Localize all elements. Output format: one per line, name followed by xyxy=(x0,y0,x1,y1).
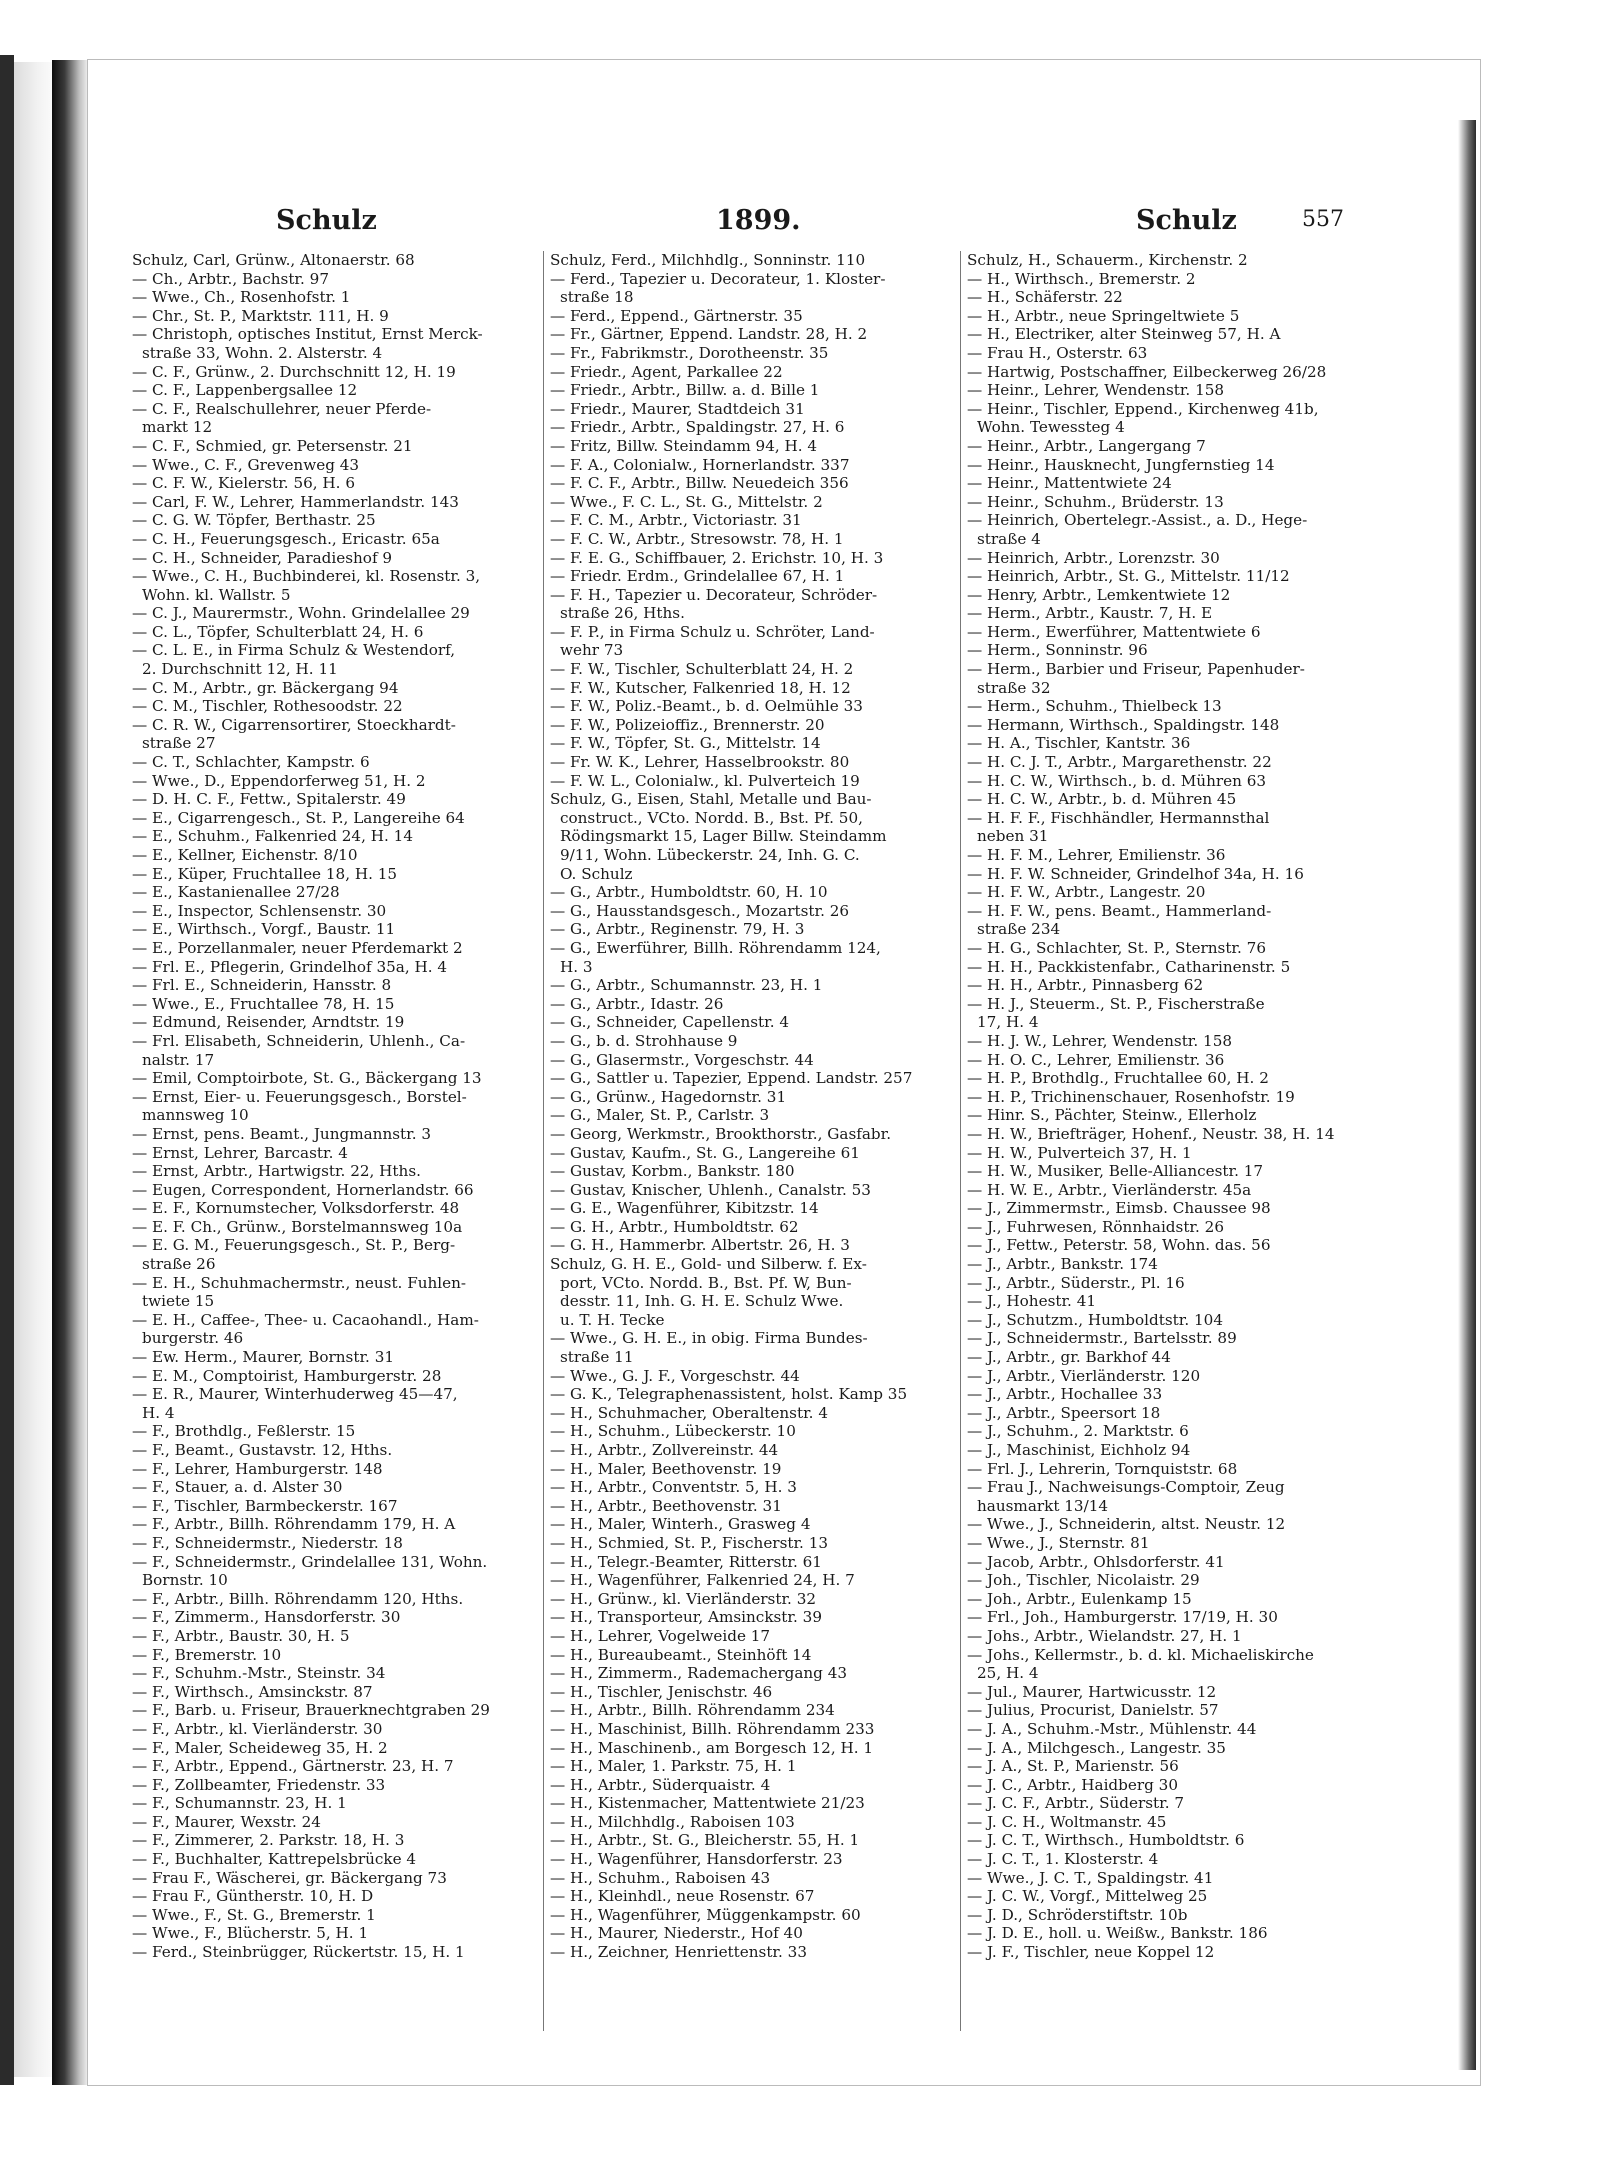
directory-entry: — G., Schneider, Capellenstr. 4 xyxy=(550,1013,790,1032)
directory-entry: — H., Arbtr., Conventstr. 5, H. 3 xyxy=(550,1478,797,1497)
directory-entry: — F., Lehrer, Hamburgerstr. 148 xyxy=(132,1459,383,1478)
directory-entry: — E. F., Kornumstecher, Volksdorferstr. 48 xyxy=(132,1199,460,1218)
directory-entry: — Heinr., Tischler, Eppend., Kirchenweg 41b, xyxy=(967,399,1319,418)
directory-entry: — C. F., Realschullehrer, neuer Pferde- xyxy=(132,399,432,418)
directory-entry: — F., Barb. u. Friseur, Brauerknechtgraben 29 xyxy=(132,1701,490,1720)
directory-entry: — Georg, Werkmstr., Brookthorstr., Gasfabr. xyxy=(550,1124,892,1143)
directory-entry: — H. F. M., Lehrer, Emilienstr. 36 xyxy=(967,846,1226,864)
directory-entry: — Heinrich, Arbtr., Lorenzstr. 30 xyxy=(967,548,1220,567)
directory-entry: — F., Maler, Scheideweg 35, H. 2 xyxy=(132,1738,388,1757)
directory-entry: — Henry, Arbtr., Lemkentwiete 12 xyxy=(967,585,1231,604)
directory-entry: Wohn. Tewessteg 4 xyxy=(977,418,1125,437)
directory-entry: wehr 73 xyxy=(560,641,624,660)
directory-entry: Schulz, H., Schauerm., Kirchenstr. 2 xyxy=(967,251,1248,269)
directory-entry: — F., Tischler, Barmbeckerstr. 167 xyxy=(132,1496,398,1515)
directory-entry: — G., Grünw., Hagedornstr. 31 xyxy=(550,1087,787,1106)
directory-entry: Schulz, Carl, Grünw., Altonaerstr. 68 xyxy=(132,251,415,269)
directory-entry: — E., Schuhm., Falkenried 24, H. 14 xyxy=(132,827,413,846)
directory-entry: O. Schulz xyxy=(560,864,633,883)
directory-entry: — Ew. Herm., Maurer, Bornstr. 31 xyxy=(132,1348,395,1367)
directory-entry: — G. K., Telegraphenassistent, holst. Kamp 35 xyxy=(550,1385,908,1404)
directory-entry: — Ferd., Eppend., Gärtnerstr. 35 xyxy=(550,306,803,325)
previous-page-edge xyxy=(14,62,54,2077)
directory-entry: — Frau H., Osterstr. 63 xyxy=(967,343,1148,362)
directory-entry: — J. F., Tischler, neue Koppel 12 xyxy=(967,1943,1215,1962)
directory-entry: — F., Schumannstr. 23, H. 1 xyxy=(132,1794,347,1813)
directory-entry: straße 33, Wohn. 2. Alsterstr. 4 xyxy=(142,343,383,362)
directory-entry: — H., Tischler, Jenischstr. 46 xyxy=(550,1682,773,1701)
directory-entry: — Fritz, Billw. Steindamm 94, H. 4 xyxy=(550,436,818,455)
directory-entry: — G. H., Arbtr., Humboldtstr. 62 xyxy=(550,1217,799,1236)
directory-entry: — Wwe., G. H. E., in obig. Firma Bundes- xyxy=(550,1329,868,1348)
directory-entry: u. T. H. Tecke xyxy=(560,1310,665,1329)
directory-entry: — H. W., Briefträger, Hohenf., Neustr. 38, H. 14 xyxy=(967,1124,1335,1143)
directory-entry: — C. J., Maurermstr., Wohn. Grindelallee 29 xyxy=(132,604,470,623)
page-number: 557 xyxy=(1302,207,1344,232)
directory-entry: — H. F. F., Fischhändler, Hermannsthal xyxy=(967,808,1270,827)
directory-entry: — H., Transporteur, Amsinckstr. 39 xyxy=(550,1608,822,1627)
directory-entry: — F. C. M., Arbtr., Victoriastr. 31 xyxy=(550,511,802,530)
directory-entry: — F., Stauer, a. d. Alster 30 xyxy=(132,1478,343,1497)
directory-entry: — Wwe., J. C. T., Spaldingstr. 41 xyxy=(967,1868,1214,1887)
directory-entry: mannsweg 10 xyxy=(142,1106,249,1125)
directory-entry: — E., Kellner, Eichenstr. 8/10 xyxy=(132,846,358,864)
directory-entry: — F. W., Töpfer, St. G., Mittelstr. 14 xyxy=(550,734,821,753)
directory-entry: — J., Schuhm., 2. Marktstr. 6 xyxy=(967,1422,1189,1441)
column-1 xyxy=(126,251,543,2031)
directory-entry: — F. W., Poliz.-Beamt., b. d. Oelmühle 33 xyxy=(550,697,863,716)
directory-entry: Bornstr. 10 xyxy=(142,1571,228,1590)
directory-entry: — Wwe., C. H., Buchbinderei, kl. Rosenstr. 3, xyxy=(132,567,481,586)
directory-entry: — Ernst, Lehrer, Barcastr. 4 xyxy=(132,1143,348,1162)
directory-entry: Schulz, Ferd., Milchhdlg., Sonninstr. 110 xyxy=(550,251,866,269)
directory-entry: — E., Wirthsch., Vorgf., Baustr. 11 xyxy=(132,920,396,939)
directory-entry: — Gustav, Knischer, Uhlenh., Canalstr. 53 xyxy=(550,1180,871,1199)
directory-entry: — E. M., Comptoirist, Hamburgerstr. 28 xyxy=(132,1366,442,1385)
directory-entry: — Ferd., Tapezier u. Decorateur, 1. Kloster- xyxy=(550,269,886,288)
directory-entry: — E., Küper, Fruchtallee 18, H. 15 xyxy=(132,864,398,883)
directory-entry: — Fr., Gärtner, Eppend. Landstr. 28, H. 2 xyxy=(550,325,868,344)
directory-entry: — C. F. W., Kielerstr. 56, H. 6 xyxy=(132,474,355,493)
directory-entry: — Wwe., F., Blücherstr. 5, H. 1 xyxy=(132,1924,369,1943)
directory-entry: — C. L. E., in Firma Schulz & Westendorf, xyxy=(132,641,456,660)
directory-entry: — J., Fettw., Peterstr. 58, Wohn. das. 56 xyxy=(967,1236,1271,1255)
directory-entry: — H., Electriker, alter Steinweg 57, H. A xyxy=(967,325,1281,344)
directory-entry: — Hermann, Wirthsch., Spaldingstr. 148 xyxy=(967,715,1280,734)
directory-entry: — H., Maler, Beethovenstr. 19 xyxy=(550,1459,782,1478)
directory-entry: — J. C. T., Wirthsch., Humboldtstr. 6 xyxy=(967,1831,1245,1850)
directory-entry: — Ernst, Arbtr., Hartwigstr. 22, Hths. xyxy=(132,1162,421,1181)
directory-entry: — C. T., Schlachter, Kampstr. 6 xyxy=(132,753,370,772)
directory-entry: — F., Schneidermstr., Grindelallee 131, Wohn. xyxy=(132,1552,488,1571)
directory-entry: — H., Arbtr., Beethovenstr. 31 xyxy=(550,1496,782,1515)
directory-entry: — J. C. W., Vorgf., Mittelweg 25 xyxy=(967,1887,1208,1906)
directory-entry: — F. W., Tischler, Schulterblatt 24, H. 2 xyxy=(550,660,854,679)
directory-entry: — H., Arbtr., neue Springeltwiete 5 xyxy=(967,306,1240,325)
directory-entry: — J., Arbtr., Speersort 18 xyxy=(967,1403,1161,1422)
directory-entry: — F., Arbtr., Eppend., Gärtnerstr. 23, H. 7 xyxy=(132,1757,454,1776)
directory-entry: — J. A., St. P., Marienstr. 56 xyxy=(967,1757,1179,1776)
directory-entry: — Fr., Fabrikmstr., Dorotheenstr. 35 xyxy=(550,343,829,362)
directory-entry: — H., Schuhmacher, Oberaltenstr. 4 xyxy=(550,1403,828,1422)
directory-entry: straße 26, Hths. xyxy=(560,604,685,623)
directory-entry: Wohn. kl. Wallstr. 5 xyxy=(142,585,291,604)
directory-entry: — Wwe., E., Fruchtallee 78, H. 15 xyxy=(132,994,395,1013)
directory-entry: — H. W. E., Arbtr., Vierländerstr. 45a xyxy=(967,1180,1252,1199)
directory-entry: — J. A., Schuhm.-Mstr., Mühlenstr. 44 xyxy=(967,1719,1257,1738)
directory-entry: — Johs., Arbtr., Wielandstr. 27, H. 1 xyxy=(967,1626,1242,1645)
directory-entry: — F., Arbtr., Baustr. 30, H. 5 xyxy=(132,1626,350,1645)
directory-entry: markt 12 xyxy=(142,418,213,437)
directory-entry: — H., Arbtr., St. G., Bleicherstr. 55, H. 1 xyxy=(550,1831,860,1850)
directory-entry: — H., Bureaubeamt., Steinhöft 14 xyxy=(550,1645,812,1664)
directory-entry: — H. P., Trichinenschauer, Rosenhofstr. 19 xyxy=(967,1087,1295,1106)
directory-entry: Schulz, G., Eisen, Stahl, Metalle und Bau- xyxy=(550,790,872,809)
directory-columns xyxy=(126,251,1456,2031)
directory-entry: — H., Zeichner, Henriettenstr. 33 xyxy=(550,1943,808,1962)
directory-entry: — J. C. T., 1. Klosterstr. 4 xyxy=(967,1850,1159,1869)
directory-entry: — H. O. C., Lehrer, Emilienstr. 36 xyxy=(967,1050,1225,1069)
directory-entry: hausmarkt 13/14 xyxy=(977,1496,1109,1515)
directory-entry: — C. F., Lappenbergsallee 12 xyxy=(132,381,358,400)
directory-entry: — F., Buchhalter, Kattrepelsbrücke 4 xyxy=(132,1850,417,1869)
page-header xyxy=(126,205,1456,245)
directory-entry: — Wwe., J., Sternstr. 81 xyxy=(967,1533,1150,1552)
directory-entry: — E., Porzellanmaler, neuer Pferdemarkt 2 xyxy=(132,938,463,957)
directory-entry: — H. H., Arbtr., Pinnasberg 62 xyxy=(967,976,1204,995)
directory-entry: — E. H., Caffee-, Thee- u. Cacaohandl., Ham- xyxy=(132,1310,479,1329)
directory-entry: — H. C. W., Arbtr., b. d. Mühren 45 xyxy=(967,790,1237,809)
directory-entry: neben 31 xyxy=(977,827,1049,846)
directory-entry: — H. P., Brothdlg., Fruchtallee 60, H. 2 xyxy=(967,1069,1269,1088)
directory-entry: — H., Grünw., kl. Vierländerstr. 32 xyxy=(550,1589,817,1608)
directory-entry: — E. F. Ch., Grünw., Borstelmannsweg 10a xyxy=(132,1217,463,1236)
directory-entry: straße 26 xyxy=(142,1255,216,1274)
directory-entry: — Emil, Comptoirbote, St. G., Bäckergang 13 xyxy=(132,1069,482,1088)
directory-entry: — F. C. W., Arbtr., Stresowstr. 78, H. 1 xyxy=(550,529,844,548)
directory-entry: — G., Arbtr., Humboldtstr. 60, H. 10 xyxy=(550,883,828,902)
directory-entry: — Friedr., Arbtr., Billw. a. d. Bille 1 xyxy=(550,381,820,400)
directory-entry: — H., Maschinenb., am Borgesch 12, H. 1 xyxy=(550,1738,874,1757)
directory-entry: — J., Schutzm., Humboldtstr. 104 xyxy=(967,1310,1223,1329)
directory-entry: — H. W., Musiker, Belle-Alliancestr. 17 xyxy=(967,1162,1264,1181)
directory-entry: — Julius, Procurist, Danielstr. 57 xyxy=(967,1701,1219,1720)
directory-entry: — Wwe., F. C. L., St. G., Mittelstr. 2 xyxy=(550,492,823,511)
directory-entry: — H., Lehrer, Vogelweide 17 xyxy=(550,1626,771,1645)
directory-entry: — J., Fuhrwesen, Rönnhaidstr. 26 xyxy=(967,1217,1224,1236)
directory-entry: — H., Milchhdlg., Raboisen 103 xyxy=(550,1812,795,1831)
directory-entry: — Heinr., Schuhm., Brüderstr. 13 xyxy=(967,492,1224,511)
directory-entry: — Herm., Sonninstr. 96 xyxy=(967,641,1148,660)
directory-entry: — Herm., Ewerführer, Mattentwiete 6 xyxy=(967,622,1261,641)
directory-entry: — J., Arbtr., Hochallee 33 xyxy=(967,1385,1163,1404)
directory-entry: — Herm., Barbier und Friseur, Papenhuder- xyxy=(967,660,1305,679)
directory-entry: — F., Brothdlg., Feßlerstr. 15 xyxy=(132,1422,356,1441)
directory-entry: — Herm., Schuhm., Thielbeck 13 xyxy=(967,697,1222,716)
directory-entry: — Friedr., Arbtr., Spaldingstr. 27, H. 6 xyxy=(550,418,845,437)
directory-entry: — Friedr., Maurer, Stadtdeich 31 xyxy=(550,399,805,418)
directory-entry: — E. G. M., Feuerungsgesch., St. P., Berg- xyxy=(132,1236,456,1255)
directory-entry: — J., Arbtr., gr. Barkhof 44 xyxy=(967,1348,1171,1367)
directory-entry: — Friedr. Erdm., Grindelallee 67, H. 1 xyxy=(550,567,845,586)
directory-entry: — H. H., Packkistenfabr., Catharinenstr. 5 xyxy=(967,957,1291,976)
directory-entry: — H., Schmied, St. P., Fischerstr. 13 xyxy=(550,1533,829,1552)
directory-entry: — J. A., Milchgesch., Langestr. 35 xyxy=(967,1738,1226,1757)
directory-entry: 9/11, Wohn. Lübeckerstr. 24, Inh. G. C. xyxy=(560,846,860,864)
directory-entry: — H., Schuhm., Lübeckerstr. 10 xyxy=(550,1422,796,1441)
directory-entry: — C. G. W. Töpfer, Berthastr. 25 xyxy=(132,511,376,530)
directory-entry: nalstr. 17 xyxy=(142,1050,215,1069)
directory-entry: — Herm., Arbtr., Kaustr. 7, H. E xyxy=(967,604,1213,623)
directory-entry: — H., Wagenführer, Müggenkampstr. 60 xyxy=(550,1905,861,1924)
directory-entry: — H., Schuhm., Raboisen 43 xyxy=(550,1868,771,1887)
directory-entry: H. 4 xyxy=(142,1403,175,1422)
directory-entry: — F. W., Kutscher, Falkenried 18, H. 12 xyxy=(550,678,851,697)
directory-entry: — F. C. F., Arbtr., Billw. Neuedeich 356 xyxy=(550,474,849,493)
directory-entry: — Ernst, pens. Beamt., Jungmannstr. 3 xyxy=(132,1124,432,1143)
directory-entry: — F. A., Colonialw., Hornerlandstr. 337 xyxy=(550,455,850,474)
directory-entry: — H., Schäferstr. 22 xyxy=(967,288,1123,307)
directory-entry: — H., Kistenmacher, Mattentwiete 21/23 xyxy=(550,1794,865,1813)
directory-entry: — H., Wagenführer, Falkenried 24, H. 7 xyxy=(550,1571,855,1590)
directory-entry: — Frl. J., Lehrerin, Tornquiststr. 68 xyxy=(967,1459,1238,1478)
directory-entry: — Frl. E., Schneiderin, Hansstr. 8 xyxy=(132,976,392,995)
directory-entry: — Frau F., Güntherstr. 10, H. D xyxy=(132,1887,374,1906)
directory-entry: twiete 15 xyxy=(142,1292,215,1311)
directory-entry: — H. A., Tischler, Kantstr. 36 xyxy=(967,734,1191,753)
directory-entry: — J., Schneidermstr., Bartelsstr. 89 xyxy=(967,1329,1237,1348)
directory-entry: — Ernst, Eier- u. Feuerungsgesch., Borstel- xyxy=(132,1087,467,1106)
directory-entry: straße 27 xyxy=(142,734,216,753)
directory-entry: — H., Wirthsch., Bremerstr. 2 xyxy=(967,269,1196,288)
directory-entry: — F., Arbtr., Billh. Röhrendamm 120, Hths. xyxy=(132,1589,464,1608)
directory-entry: — Eugen, Correspondent, Hornerlandstr. 66 xyxy=(132,1180,474,1199)
directory-entry: — G., Hausstandsgesch., Mozartstr. 26 xyxy=(550,901,850,920)
directory-entry: — F. H., Tapezier u. Decorateur, Schröder- xyxy=(550,585,878,604)
directory-entry: — Fr. W. K., Lehrer, Hasselbrookstr. 80 xyxy=(550,753,850,772)
directory-entry: — J., Zimmermstr., Eimsb. Chaussee 98 xyxy=(967,1199,1271,1218)
directory-entry: 2. Durchschnitt 12, H. 11 xyxy=(142,660,338,679)
directory-entry: — E., Cigarrengesch., St. P., Langereihe 64 xyxy=(132,808,465,827)
directory-entry: — F., Bremerstr. 10 xyxy=(132,1645,282,1664)
directory-entry: — H., Arbtr., Billh. Röhrendamm 234 xyxy=(550,1701,835,1720)
directory-entry: — Heinr., Hausknecht, Jungfernstieg 14 xyxy=(967,455,1275,474)
directory-entry: — G., Arbtr., Reginenstr. 79, H. 3 xyxy=(550,920,805,939)
directory-entry: — H., Arbtr., Süderquaistr. 4 xyxy=(550,1775,771,1794)
directory-entry: — H. C. W., Wirthsch., b. d. Mühren 63 xyxy=(967,771,1267,790)
directory-entry: — H. F. W., Arbtr., Langestr. 20 xyxy=(967,883,1206,902)
directory-entry: — F., Maurer, Wexstr. 24 xyxy=(132,1812,321,1831)
directory-entry: — Wwe., C. F., Grevenweg 43 xyxy=(132,455,360,474)
column-3 xyxy=(960,251,1377,2031)
directory-entry: burgerstr. 46 xyxy=(142,1329,244,1348)
directory-entry: — C. H., Feuerungsgesch., Ericastr. 65a xyxy=(132,529,440,548)
directory-entry: — H. W., Pulverteich 37, H. 1 xyxy=(967,1143,1192,1162)
directory-entry: — J., Hohestr. 41 xyxy=(967,1292,1097,1311)
directory-entry: H. 3 xyxy=(560,957,593,976)
page-right-edge xyxy=(1458,120,1476,2070)
directory-entry: straße 4 xyxy=(977,529,1041,548)
directory-entry: — Jul., Maurer, Hartwicusstr. 12 xyxy=(967,1682,1217,1701)
directory-entry: — G., Sattler u. Tapezier, Eppend. Landstr. 257 xyxy=(550,1069,913,1088)
directory-entry: — F. W., Polizeioffiz., Brennerstr. 20 xyxy=(550,715,825,734)
directory-entry: — Edmund, Reisender, Arndtstr. 19 xyxy=(132,1013,405,1032)
directory-entry: — J. D., Schröderstiftstr. 10b xyxy=(967,1905,1188,1924)
directory-entry: straße 234 xyxy=(977,920,1061,939)
directory-entry: — Friedr., Agent, Parkallee 22 xyxy=(550,362,783,381)
directory-entry: — C. F., Grünw., 2. Durchschnitt 12, H. 19 xyxy=(132,362,456,381)
directory-entry: — Wwe., D., Eppendorferweg 51, H. 2 xyxy=(132,771,426,790)
directory-entry: — G., Arbtr., Schumannstr. 23, H. 1 xyxy=(550,976,823,995)
directory-entry: — Heinrich, Obertelegr.-Assist., a. D., Hege- xyxy=(967,511,1308,530)
directory-entry: — Christoph, optisches Institut, Ernst Merck- xyxy=(132,325,483,344)
directory-entry: — F., Beamt., Gustavstr. 12, Hths. xyxy=(132,1441,393,1459)
directory-entry: straße 18 xyxy=(560,288,634,307)
header-right-title: Schulz xyxy=(1136,205,1237,236)
directory-entry: — Hartwig, Postschaffner, Eilbeckerweg 26/28 xyxy=(967,362,1327,381)
directory-entry: — F., Arbtr., kl. Vierländerstr. 30 xyxy=(132,1719,383,1738)
directory-entry: — Frau J., Nachweisungs-Comptoir, Zeug xyxy=(967,1478,1285,1497)
directory-entry: — E., Kastanienallee 27/28 xyxy=(132,883,340,902)
directory-entry: — Wwe., J., Schneiderin, altst. Neustr. 12 xyxy=(967,1515,1286,1534)
directory-entry: — Jacob, Arbtr., Ohlsdorferstr. 41 xyxy=(967,1552,1225,1571)
directory-entry: — C. L., Töpfer, Schulterblatt 24, H. 6 xyxy=(132,622,424,641)
directory-entry: — C. M., Tischler, Rothesoodstr. 22 xyxy=(132,697,403,716)
directory-entry: — J. C., Arbtr., Haidberg 30 xyxy=(967,1775,1178,1794)
directory-entry: — H., Wagenführer, Hansdorferstr. 23 xyxy=(550,1850,843,1869)
directory-entry: — G. H., Hammerbr. Albertstr. 26, H. 3 xyxy=(550,1236,850,1255)
directory-entry: — Heinr., Mattentwiete 24 xyxy=(967,474,1172,493)
directory-entry: — F., Wirthsch., Amsinckstr. 87 xyxy=(132,1682,373,1701)
directory-entry: 25, H. 4 xyxy=(977,1664,1039,1683)
directory-entry: — J., Arbtr., Süderstr., Pl. 16 xyxy=(967,1273,1185,1292)
directory-entry: — H. F. W. Schneider, Grindelhof 34a, H. 16 xyxy=(967,864,1304,883)
directory-entry: — Wwe., Ch., Rosenhofstr. 1 xyxy=(132,288,351,307)
directory-entry: — H., Zimmerm., Rademachergang 43 xyxy=(550,1664,848,1683)
directory-entry: — F., Arbtr., Billh. Röhrendamm 179, H. A xyxy=(132,1515,456,1534)
directory-entry: — F. W. L., Colonialw., kl. Pulverteich 19 xyxy=(550,771,860,790)
directory-entry: — Heinrich, Arbtr., St. G., Mittelstr. 11/12 xyxy=(967,567,1290,586)
directory-page xyxy=(126,205,1456,2045)
book-gutter xyxy=(52,60,88,2085)
header-year: 1899. xyxy=(716,205,801,236)
directory-entry: — F., Zimmerer, 2. Parkstr. 18, H. 3 xyxy=(132,1831,405,1850)
directory-entry: — H., Maler, 1. Parkstr. 75, H. 1 xyxy=(550,1757,797,1776)
directory-entry: — Hinr. S., Pächter, Steinw., Ellerholz xyxy=(967,1106,1257,1125)
directory-entry: — J., Arbtr., Bankstr. 174 xyxy=(967,1255,1158,1274)
directory-entry: — H. G., Schlachter, St. P., Sternstr. 76 xyxy=(967,938,1267,957)
directory-entry: — Ferd., Steinbrügger, Rückertstr. 15, H. 1 xyxy=(132,1943,465,1962)
directory-entry: — F., Zollbeamter, Friedenstr. 33 xyxy=(132,1775,386,1794)
directory-entry: — Chr., St. P., Marktstr. 111, H. 9 xyxy=(132,306,389,325)
directory-entry: — Ch., Arbtr., Bachstr. 97 xyxy=(132,269,329,288)
directory-entry: Schulz, G. H. E., Gold- und Silberw. f. Ex- xyxy=(550,1255,867,1274)
directory-entry: — F., Zimmerm., Hansdorferstr. 30 xyxy=(132,1608,401,1627)
directory-entry: — Heinr., Lehrer, Wendenstr. 158 xyxy=(967,381,1225,400)
directory-entry: — Frl. Elisabeth, Schneiderin, Uhlenh., Ca- xyxy=(132,1031,466,1050)
directory-entry: — Carl, F. W., Lehrer, Hammerlandstr. 143 xyxy=(132,492,459,511)
directory-entry: — H., Kleinhdl., neue Rosenstr. 67 xyxy=(550,1887,815,1906)
directory-entry: — Joh., Arbtr., Eulenkamp 15 xyxy=(967,1589,1192,1608)
scan-margin xyxy=(0,55,14,2085)
directory-entry: — J., Maschinist, Eichholz 94 xyxy=(967,1441,1191,1459)
directory-entry: — C. R. W., Cigarrensortirer, Stoeckhardt- xyxy=(132,715,456,734)
directory-entry: — E., Inspector, Schlensenstr. 30 xyxy=(132,901,387,920)
directory-entry: — G. E., Wagenführer, Kibitzstr. 14 xyxy=(550,1199,819,1218)
directory-entry: — E. R., Maurer, Winterhuderweg 45—47, xyxy=(132,1385,458,1404)
directory-entry: — H., Telegr.-Beamter, Ritterstr. 61 xyxy=(550,1552,822,1571)
directory-entry: — F. P., in Firma Schulz u. Schröter, Land- xyxy=(550,622,875,641)
directory-entry: — F., Schneidermstr., Niederstr. 18 xyxy=(132,1533,403,1552)
directory-entry: — H., Maler, Winterh., Grasweg 4 xyxy=(550,1515,811,1534)
directory-entry: — Gustav, Kaufm., St. G., Langereihe 61 xyxy=(550,1143,860,1162)
directory-entry: — C. M., Arbtr., gr. Bäckergang 94 xyxy=(132,678,399,697)
directory-entry: — J. D. E., holl. u. Weißw., Bankstr. 186 xyxy=(967,1924,1268,1943)
directory-entry: — Frl., Joh., Hamburgerstr. 17/19, H. 30 xyxy=(967,1608,1278,1627)
directory-entry: — D. H. C. F., Fettw., Spitalerstr. 49 xyxy=(132,790,406,809)
directory-entry: — Frau F., Wäscherei, gr. Bäckergang 73 xyxy=(132,1868,447,1887)
directory-entry: construct., VCto. Nordd. B., Bst. Pf. 50, xyxy=(560,808,863,827)
directory-entry: — G., b. d. Strohhause 9 xyxy=(550,1031,738,1050)
directory-entry: port, VCto. Nordd. B., Bst. Pf. W, Bun- xyxy=(560,1273,852,1292)
directory-entry: Rödingsmarkt 15, Lager Billw. Steindamm xyxy=(560,827,887,846)
directory-entry: — H., Arbtr., Zollvereinstr. 44 xyxy=(550,1441,779,1459)
directory-entry: — J. C. H., Woltmanstr. 45 xyxy=(967,1812,1167,1831)
directory-entry: 17, H. 4 xyxy=(977,1013,1039,1032)
directory-entry: — G., Arbtr., Idastr. 26 xyxy=(550,994,724,1013)
directory-entry: — F. E. G., Schiffbauer, 2. Erichstr. 10, H. 3 xyxy=(550,548,884,567)
directory-entry: — F., Schuhm.-Mstr., Steinstr. 34 xyxy=(132,1664,386,1683)
directory-entry: — Gustav, Korbm., Bankstr. 180 xyxy=(550,1162,795,1181)
directory-entry: — C. H., Schneider, Paradieshof 9 xyxy=(132,548,393,567)
directory-entry: straße 32 xyxy=(977,678,1051,697)
header-left-title: Schulz xyxy=(276,205,377,236)
directory-entry: — Wwe., F., St. G., Bremerstr. 1 xyxy=(132,1905,376,1924)
directory-entry: — H., Maschinist, Billh. Röhrendamm 233 xyxy=(550,1719,875,1738)
directory-entry: desstr. 11, Inh. G. H. E. Schulz Wwe. xyxy=(560,1292,844,1311)
directory-entry: — E. H., Schuhmachermstr., neust. Fuhlen- xyxy=(132,1273,467,1292)
directory-entry: — Wwe., G. J. F., Vorgeschstr. 44 xyxy=(550,1366,800,1385)
directory-entry: — G., Ewerführer, Billh. Röhrendamm 124, xyxy=(550,938,881,957)
directory-entry: — Joh., Tischler, Nicolaistr. 29 xyxy=(967,1571,1200,1590)
directory-entry: — J. C. F., Arbtr., Süderstr. 7 xyxy=(967,1794,1185,1813)
directory-entry: — Frl. E., Pflegerin, Grindelhof 35a, H. 4 xyxy=(132,957,448,976)
directory-entry: — J., Arbtr., Vierländerstr. 120 xyxy=(967,1366,1201,1385)
directory-entry: — C. F., Schmied, gr. Petersenstr. 21 xyxy=(132,436,413,455)
directory-entry: — H. J., Steuerm., St. P., Fischerstraße xyxy=(967,994,1265,1013)
directory-entry: — Heinr., Arbtr., Langergang 7 xyxy=(967,436,1206,455)
directory-entry: — G., Maler, St. P., Carlstr. 3 xyxy=(550,1106,770,1125)
directory-entry: — H. C. J. T., Arbtr., Margarethenstr. 22 xyxy=(967,753,1272,772)
directory-entry: — G., Glasermstr., Vorgeschstr. 44 xyxy=(550,1050,814,1069)
directory-entry: — H., Maurer, Niederstr., Hof 40 xyxy=(550,1924,803,1943)
directory-entry: straße 11 xyxy=(560,1348,634,1367)
directory-entry: — H. F. W., pens. Beamt., Hammerland- xyxy=(967,901,1272,920)
column-2 xyxy=(543,251,960,2031)
directory-entry: — H. J. W., Lehrer, Wendenstr. 158 xyxy=(967,1031,1233,1050)
directory-entry: — Johs., Kellermstr., b. d. kl. Michaeliskirche xyxy=(967,1645,1314,1664)
